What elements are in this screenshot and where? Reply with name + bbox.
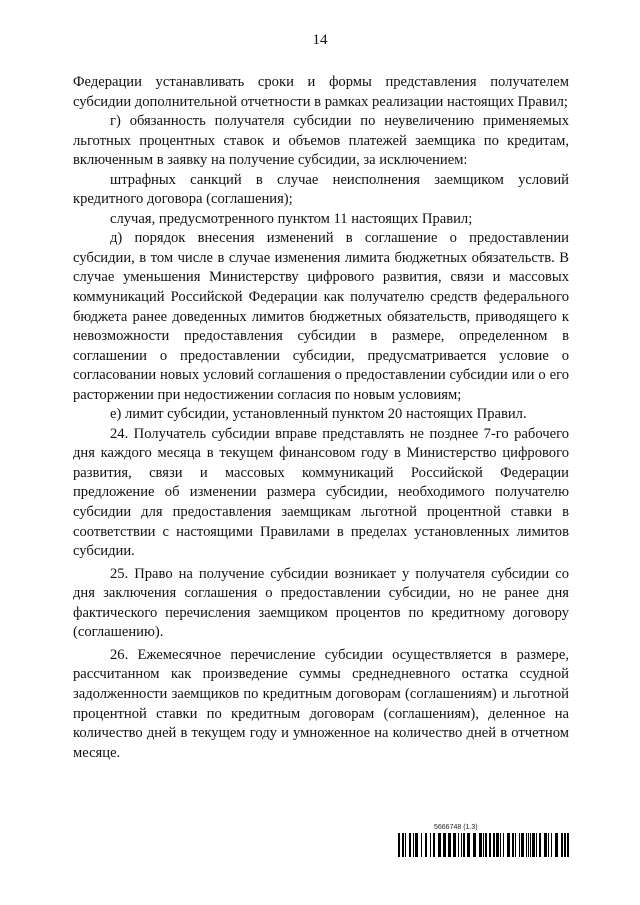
barcode-bar — [530, 833, 531, 857]
barcode-bar — [405, 833, 406, 857]
paragraph-item-e: е) лимит субсидии, установленный пунктом 20 настоящих Правил. — [110, 406, 527, 423]
barcode-bar — [473, 833, 476, 857]
barcode-id-text: 5666748 (1.3) — [434, 824, 478, 831]
barcode-bar — [548, 833, 549, 857]
barcode-bar — [409, 833, 411, 857]
paragraph-item-g: г) обязанность получателя субсидии по неувеличению применяемых льготных процентных ставок и объемов платежей заемщика по кредитам, включенным в заявку на получение субсидии, за исключением: — [73, 113, 569, 169]
barcode-bar — [485, 833, 487, 857]
barcode-bar — [448, 833, 451, 857]
barcode-bar — [430, 833, 431, 857]
barcode-bar — [421, 833, 422, 857]
barcode-bar — [496, 833, 499, 857]
document-barcode — [398, 824, 570, 858]
barcode-bar — [425, 833, 427, 857]
barcode-bar — [415, 833, 418, 857]
barcode-bar — [483, 833, 484, 857]
barcode-bar — [526, 833, 527, 857]
barcode-bar — [402, 833, 404, 857]
document-body — [73, 73, 569, 763]
page-number: 14 — [312, 32, 328, 48]
barcode-bar — [561, 833, 563, 857]
barcode-bar — [528, 833, 529, 857]
barcode-bar — [521, 833, 524, 857]
barcode-bar — [503, 833, 504, 857]
barcode-bar — [564, 833, 566, 857]
barcode-bar — [519, 833, 520, 857]
barcode-bar — [512, 833, 514, 857]
paragraph-exception-clause-11: случая, предусмотренного пунктом 11 настоящих Правил; — [110, 210, 473, 227]
barcode-bar — [500, 833, 501, 857]
paragraph-continuation: Федерации устанавливать сроки и формы представления получателем субсидии дополнительной отчетности в рамках реализации настоящих Правил; — [73, 74, 569, 110]
paragraph-exception-penalties: штрафных санкций в случае неисполнения заемщиком условий кредитного договора (соглашения); — [73, 171, 569, 208]
barcode-bar — [479, 833, 482, 857]
paragraph-section-26: 26. Ежемесячное перечисление субсидии осуществляется в размере, рассчитанном как произведение суммы среднедневного остатка ссудной задолженности заемщиков по кредитным договорам (соглашениям) и льготной процентной ставки по кредитным договорам (соглашениям), деленное на количество дней в текущем году и умноженное на количество дней в отчетном месяце. — [73, 646, 569, 761]
barcode-bar — [567, 833, 569, 857]
barcode-bar — [493, 833, 495, 857]
paragraph-section-24: 24. Получатель субсидии вправе представлять не позднее 7-го рабочего дня каждого месяца в текущем финансовом году в Министерство цифрового развития, связи и массовых коммуникаций Российской Федерации предложение об изменении размера субсидии, необходимого получателю субсидии для предоставления заемщикам льготной процентной ставки в соответствии с настоящими Правилами в пределах установленных лимитов субсидии. — [73, 425, 569, 560]
barcode-bar — [536, 833, 537, 857]
barcode-icon — [398, 833, 570, 857]
barcode-bar — [539, 833, 541, 857]
paragraph-section-25: 25. Право на получение субсидии возникает у получателя субсидии со дня заключения соглашения о предоставлении субсидии, но не ранее дня фактического перечисления заемщиком процентов по кредитному договору (соглашению). — [73, 565, 569, 641]
barcode-bar — [461, 833, 462, 857]
barcode-bar — [532, 833, 535, 857]
barcode-bar — [438, 833, 441, 857]
barcode-bar — [453, 833, 456, 857]
barcode-bar — [463, 833, 465, 857]
barcode-bar — [467, 833, 470, 857]
barcode-bar — [443, 833, 446, 857]
barcode-bar — [551, 833, 552, 857]
barcode-bar — [544, 833, 547, 857]
barcode-bar — [458, 833, 459, 857]
barcode-bar — [413, 833, 414, 857]
paragraph-item-d: д) порядок внесения изменений в соглашение о предоставлении субсидии, в том числе в случае изменения лимита бюджетных обязательств. В случае уменьшения Министерству цифрового развития, связи и массовых коммуникаций Российской Федерации как получателю средств федерального бюджета ранее доведенных лимитов бюджетных обязательств, приводящего к невозможности предоставления субсидии в размере, определенном в соглашении о предоставлении субсидии, предусматривается условие о согласовании новых условий соглашения о предоставлении субсидии или о его расторжении при недостижении согласия по новым условиям; — [73, 230, 569, 403]
barcode-bar — [515, 833, 516, 857]
barcode-bar — [555, 833, 558, 857]
barcode-bar — [507, 833, 510, 857]
barcode-bar — [433, 833, 435, 857]
barcode-bar — [489, 833, 491, 857]
barcode-bar — [398, 833, 400, 857]
